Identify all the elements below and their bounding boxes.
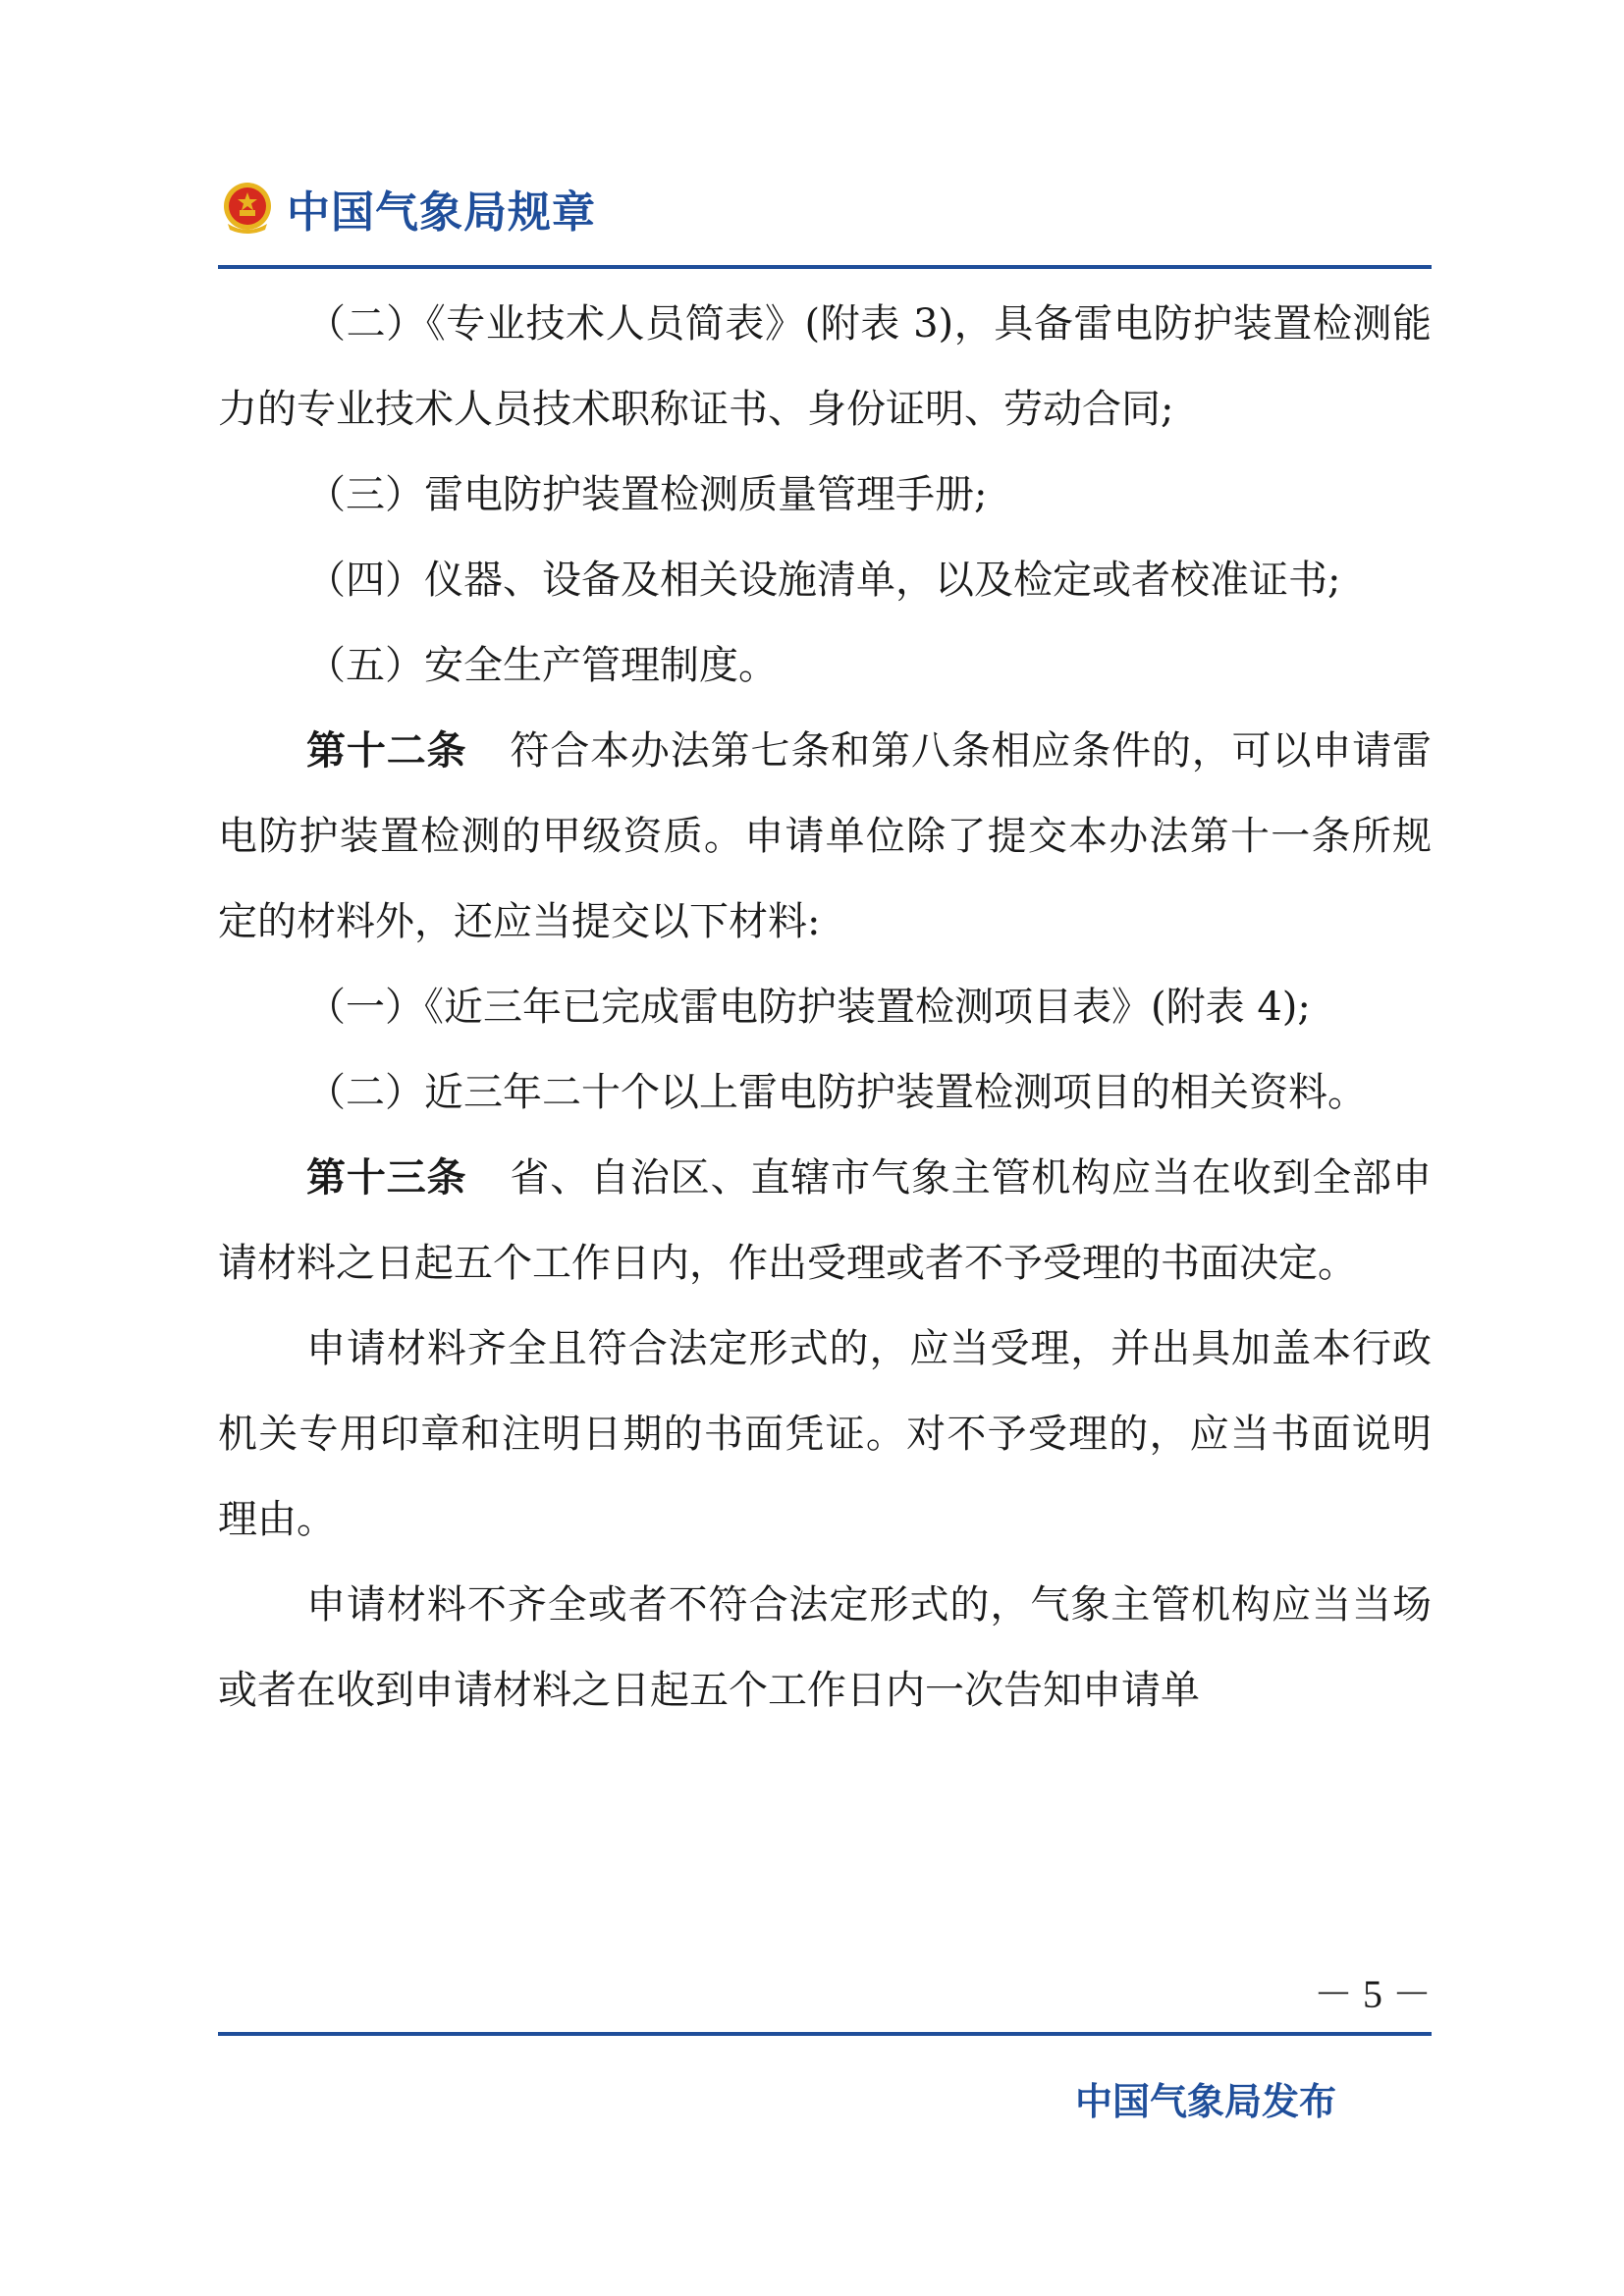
paragraph: （三）雷电防护装置检测质量管理手册;: [306, 472, 988, 517]
header-title: 中国气象局规章: [287, 187, 596, 238]
article-13: [218, 1136, 1432, 1307]
article-12: [218, 709, 1432, 965]
footer-divider: [218, 2032, 1432, 2036]
footer-publisher: 中国气象局发布: [1074, 2080, 1336, 2123]
paragraph: （四）仪器、设备及相关设施清单，以及检定或者校准证书;: [306, 558, 1341, 603]
paragraph: （二）《专业技术人员简表》(附表 3)，具备雷电防护装置检测能力的专业技术人员技术职称证书、身份证明、劳动合同;: [218, 301, 1432, 432]
national-emblem-icon: [218, 179, 277, 238]
paragraph: （五）安全生产管理制度。: [306, 643, 778, 688]
header: [218, 177, 596, 240]
paragraph: （二）近三年二十个以上雷电防护装置检测项目的相关资料。: [306, 1070, 1367, 1115]
article-label: 第十二条: [306, 728, 467, 774]
article-text: 符合本办法第七条和第八条相应条件的，可以申请雷电防护装置检测的甲级资质。申请单位除了提交本办法第十一条所规定的材料外，还应当提交以下材料:: [218, 728, 1433, 944]
paragraph: （一）《近三年已完成雷电防护装置检测项目表》(附表 4);: [306, 985, 1311, 1030]
article-text: 省、自治区、直辖市气象主管机构应当在收到全部申请材料之日起五个工作日内，作出受理或者不予受理的书面决定。: [218, 1155, 1433, 1286]
paragraph: 申请材料齐全且符合法定形式的，应当受理，并出具加盖本行政机关专用印章和注明日期的书面凭证。对不予受理的，应当书面说明理由。: [218, 1326, 1432, 1542]
article-label: 第十三条: [306, 1155, 467, 1201]
header-divider: [218, 265, 1432, 269]
page-number: － 5 －: [1314, 1972, 1432, 2016]
paragraph: 申请材料不齐全或者不符合法定形式的，气象主管机构应当当场或者在收到申请材料之日起五个工作日内一次告知申请单: [218, 1582, 1432, 1713]
document-body: [218, 282, 1432, 1734]
